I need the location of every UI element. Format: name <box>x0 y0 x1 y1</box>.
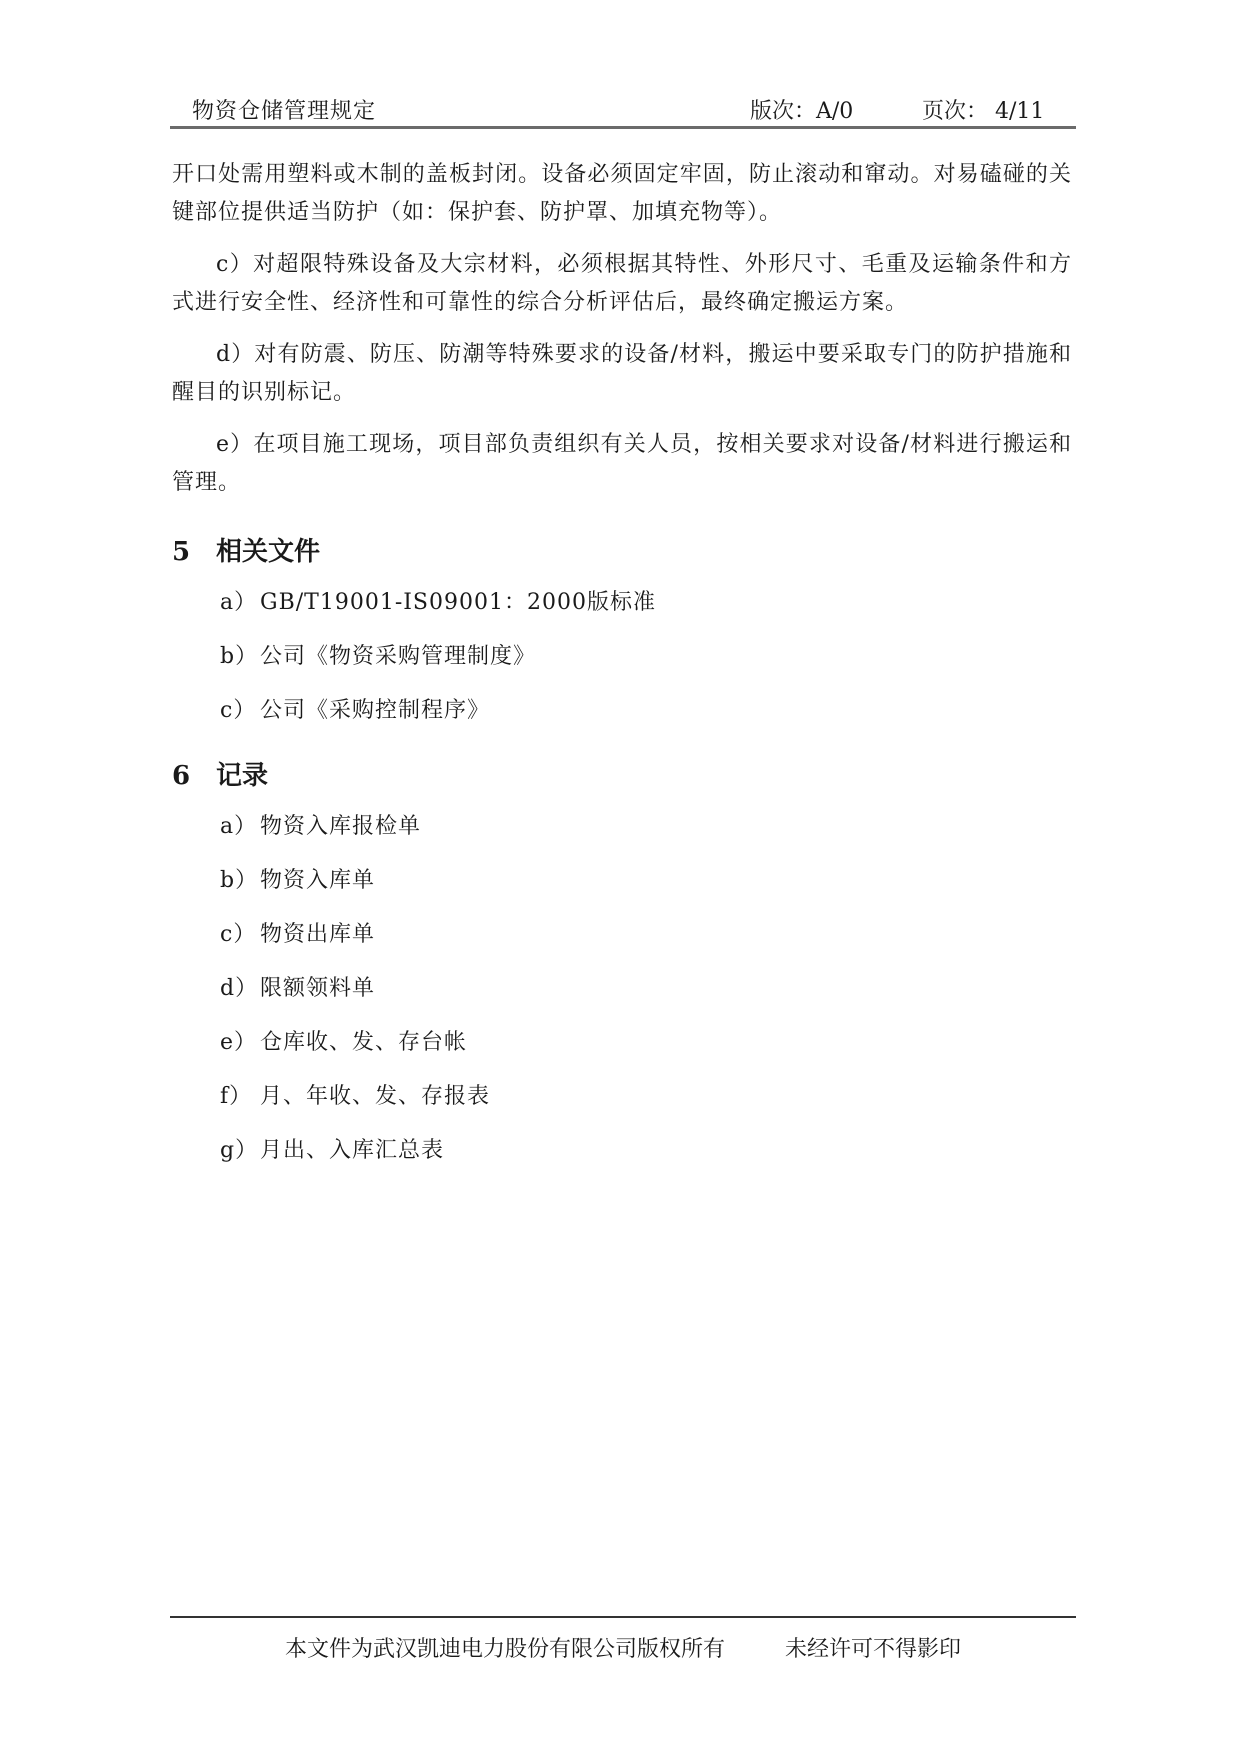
list-item <box>220 866 1072 896</box>
list-text: 限额领料单 <box>260 976 376 1001</box>
list-marker: a） <box>220 814 258 839</box>
list-marker: d） <box>220 976 259 1001</box>
list-text: 月出、入库汇总表 <box>260 1138 445 1163</box>
list-item <box>220 974 1072 1004</box>
list-marker: b） <box>220 868 259 893</box>
footer-divider <box>170 1616 1076 1618</box>
list-marker: f） <box>220 1084 253 1109</box>
list-text: 物资入库单 <box>260 868 376 893</box>
list-marker: a） <box>220 590 258 615</box>
list-marker: g） <box>220 1138 259 1163</box>
list-text: 公司《采购控制程序》 <box>260 698 491 723</box>
paragraph: 开口处需用塑料或木制的盖板封闭。设备必须固定牢固，防止滚动和窜动。对易磕碰的关键部位提供适当防护（如：保护套、防护罩、加填充物等）。 <box>172 162 1072 225</box>
list-item <box>220 1136 1072 1166</box>
list-text: GB/T19001-IS09001：2000版标准 <box>260 590 656 615</box>
paragraph: c）对超限特殊设备及大宗材料，必须根据其特性、外形尺寸、毛重及运输条件和方式进行安全性、经济性和可靠性的综合分析评估后，最终确定搬运方案。 <box>172 252 1072 315</box>
section-title: 记录 <box>216 761 269 791</box>
section-heading-records <box>172 758 1072 794</box>
page-footer <box>170 1632 1076 1663</box>
page-number: 页次： 4/11 <box>922 99 1045 124</box>
list-marker: c） <box>220 922 257 947</box>
version-label: 版次：A/0 <box>750 99 854 124</box>
list-text: 物资出库单 <box>260 922 376 947</box>
reproduction-notice: 未经许可不得影印 <box>785 1637 962 1662</box>
section-number: 5 <box>172 537 191 567</box>
list-item <box>220 696 1072 726</box>
page-header <box>170 88 1076 124</box>
section-number: 6 <box>172 761 191 791</box>
section-title: 相关文件 <box>216 537 321 567</box>
paragraph: e）在项目施工现场，项目部负责组织有关人员，按相关要求对设备/材料进行搬运和管理。 <box>172 432 1072 495</box>
paragraph: d）对有防震、防压、防潮等特殊要求的设备/材料，搬运中要采取专门的防护措施和醒目的识别标记。 <box>172 342 1072 405</box>
list-item <box>220 588 1072 618</box>
section-heading-related-documents <box>172 534 1072 570</box>
list-item <box>220 920 1072 950</box>
list-item <box>220 812 1072 842</box>
copyright-notice: 本文件为武汉凯迪电力股份有限公司版权所有 <box>284 1637 725 1662</box>
list-text: 仓库收、发、存台帐 <box>260 1030 468 1055</box>
document-body <box>172 156 1072 1190</box>
list-item <box>220 642 1072 672</box>
list-item <box>220 1028 1072 1058</box>
list-text: 公司《物资采购管理制度》 <box>260 644 537 669</box>
list-item <box>220 1082 1072 1112</box>
list-marker: e） <box>220 1030 258 1055</box>
list-text: 月、年收、发、存报表 <box>260 1084 491 1109</box>
list-marker: b） <box>220 644 259 669</box>
header-divider <box>170 126 1076 129</box>
document-title: 物资仓储管理规定 <box>192 99 377 124</box>
list-marker: c） <box>220 698 257 723</box>
list-text: 物资入库报检单 <box>260 814 422 839</box>
